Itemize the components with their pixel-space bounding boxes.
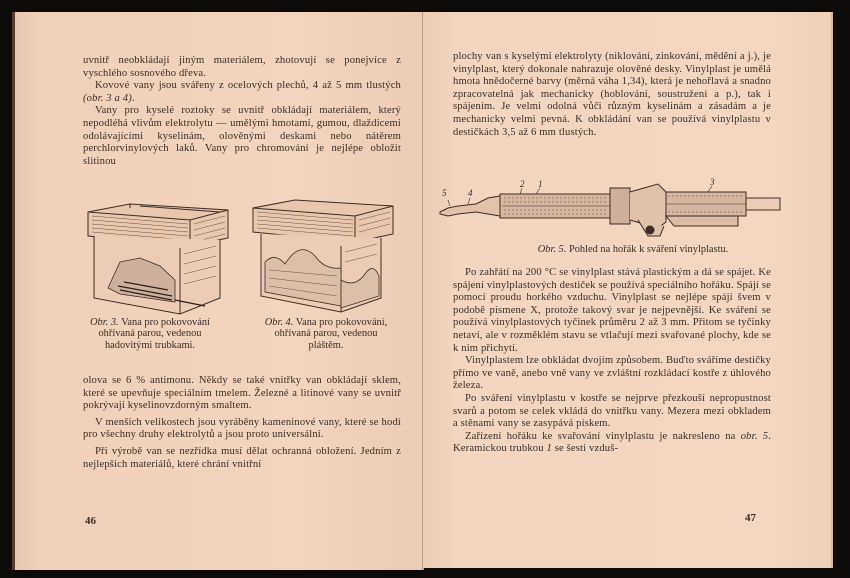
- paragraph: Po sváření vinylplastu v kostře se nejprve přezkouší nepropustnost svarů a potom se celek vkládá do vnitřku vany. Mezera mezi obkladem a stěnami vany se zasypává pískem.: [453, 392, 771, 430]
- figure-reference: (obr. 3 a 4): [83, 92, 132, 104]
- paragraph: Po zahřátí na 200 °C se vinylplast stává plastickým a dá se spájet. Ke spájení vinylplastových destiček se používá speciálního hořáku. Spájí se pomocí proudu horkého vzduchu. Vinylplast se nejlépe spájí švem v podobě písmene X, protože takový svar je nejpevnější. Ke sváření se používá vinylplastových tyčinek průměru 2 až 3 mm. Přitom se tyčinky netaví, ale v rozměklém stavu se vtlačují mezi svařované plochy, kde se k nim přichytí.: [453, 267, 771, 354]
- paragraph: plochy van s kyselými elektrolyty (niklování, zinkování, mědění a j.), je vinylplast, který dokonale nahrazuje olověné desky. Vinylplast je umělá hmota hnědočerné barvy (měrná váha 1,34), která je nehořlavá a snadno zpracovatelná jak mechanicky (hoblování, soustružení a p.), tak i spájením. Je velmi odolná vůči různým kyselinám a zásadám a je mechanicky velmi pevná. K obkládání van se používá vinylplastu v destičkách 3,5 až 6 mm tlustých.: [453, 51, 771, 138]
- part-label: 1: [538, 179, 543, 189]
- part-label: 4: [468, 188, 473, 198]
- caption-text: Vana pro pokovování ohřívaná parou, vedenou hadovitými trubkami.: [98, 317, 210, 351]
- right-page: [423, 12, 833, 568]
- figure-label: Obr. 3.: [90, 317, 119, 328]
- paragraph: [453, 431, 771, 456]
- figure-3-caption: [85, 317, 215, 351]
- caption-text: Pohled na hořák k sváření vinylplastu.: [568, 244, 729, 255]
- left-page-bottom-text: [83, 375, 401, 471]
- vinylplast-welding-torch-illustration: [438, 178, 783, 242]
- part-label: 2: [520, 179, 525, 189]
- vat-with-steam-jacket-illustration: [245, 190, 410, 320]
- left-page: [12, 12, 422, 570]
- text-run: Zařízení hořáku ke svařování vinylplastu je nakresleno na: [465, 430, 741, 442]
- page-number: 47: [745, 512, 756, 524]
- paragraph: Vinylplastem lze obkládat dvojím způsobem. Buďto sváříme destičky přímo ve vaně, anebo vně vany ve zvláštní rozkládací kostře z úhlového železa.: [453, 355, 771, 392]
- paragraph: Při výrobě van se nezřídka musí dělat ochranná obložení. Jedním z nejlepších materiálů, které chrání vnitřní: [83, 445, 401, 470]
- paragraph: [83, 80, 401, 105]
- figure-4-caption: [261, 317, 391, 351]
- paragraph: olova se 6 % antimonu. Někdy se také vnitřky van obkládají sklem, které se upevňuje speciálním tmelem. Železné a litinové vany se uvnitř pokrývají kyselinovzdorným smaltem.: [83, 375, 401, 412]
- text-run: Kovové vany jsou svářeny z ocelových plechů, 4 až 5 mm tlustých: [95, 80, 401, 92]
- right-page-top-text: [453, 51, 771, 139]
- text-run: .: [131, 92, 135, 104]
- text-run: se šesti vzduš-: [551, 443, 619, 455]
- page-number: 46: [85, 515, 96, 527]
- figure-reference: obr. 5: [740, 430, 769, 442]
- figure-label: Obr. 4.: [264, 317, 294, 328]
- part-label: 5: [442, 188, 447, 198]
- left-page-top-text: [83, 55, 401, 168]
- figure-label: Obr. 5.: [537, 244, 567, 255]
- vat-with-steam-coil-illustration: [80, 190, 245, 320]
- text-run: . Keramickou trubkou: [453, 430, 771, 455]
- part-reference: 1: [546, 443, 552, 455]
- right-page-bottom-text: [453, 267, 771, 456]
- caption-text: Vana pro pokovování, ohřívaná parou, vedenou pláštěm.: [274, 317, 388, 351]
- paragraph: Vany pro kyselé roztoky se uvnitř obkládají materiálem, který nepodléhá vlivům elektrolytu — umělými hmotami, gumou, dlaždicemi odolávajícími kyselinám, olověnými deskami nebo nátěrem perchlorvinylových laků. Vany pro chromování je nejlépe obložit slitinou: [83, 105, 401, 167]
- paragraph: uvnitř neobkládají jiným materiálem, zhotovují se ponejvíce z vyschlého sosnového dřeva.: [83, 55, 401, 79]
- paragraph: V menších velikostech jsou vyráběny kameninové vany, které se hodí pro všechny druhy elektrolytů a jsou proto universální.: [83, 416, 401, 441]
- part-label: 3: [710, 178, 715, 187]
- figure-5-caption: [463, 244, 803, 255]
